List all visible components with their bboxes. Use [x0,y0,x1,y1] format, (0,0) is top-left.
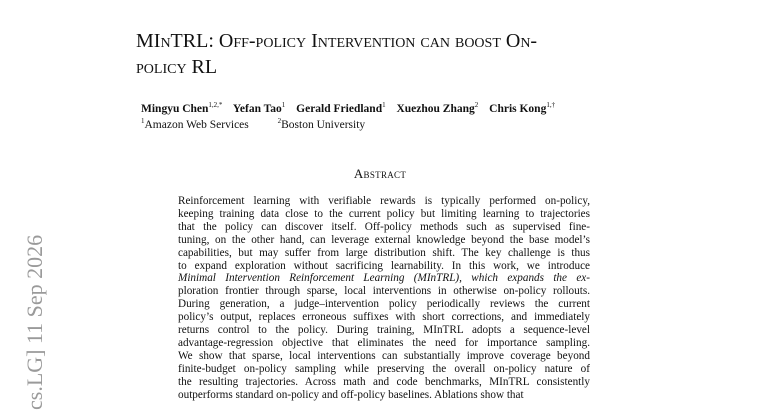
abstract-line: that the policy can discover itself. Off-policy methods such as supervised fine- [178,220,590,233]
abstract-line: outperforms standard on-policy and off-policy baselines. Ablations show that [178,388,524,401]
abstract-line: Minimal Intervention Reinforcement Learning (MInTRL), which expands the ex- [178,272,590,285]
title-line-1: MInTRL: Off-policy Intervention can boost On- [136,30,538,52]
abstract-line: capabilities, but may suffer from large distribution shift. The key challenge is thus [178,246,590,259]
abstract-line: finite-budget on-policy sampling while preserving the overall on-policy nature of [178,362,590,375]
affiliation-mark: 2 [277,117,282,125]
abstract-line: keeping training data close to the current policy but limiting learning to trajectories [178,207,590,220]
author [233,103,285,115]
author-affil-mark: 1 [281,101,286,109]
author-list [141,101,563,115]
abstract-line: ploration frontier through sparse, local interventions in otherwise on-policy rollouts. [178,285,590,298]
arxiv-stamp: cs.LG] 11 Sep 2026 [22,234,47,410]
paper-title [136,28,656,80]
author-name: Mingyu Chen [141,102,209,115]
author [489,103,555,115]
author-name: Xuezhou Zhang [396,102,475,115]
author-affil-mark: 2 [474,101,479,109]
abstract-body [178,195,590,402]
abstract-line: tuning, on the other hand, can leverage external knowledge beyond the base model’s [178,233,590,246]
abstract-line: policy’s output, replaces erroneous suffixes with short corrections, and immediately [178,311,590,324]
author-affil-mark: 1,2,* [208,101,223,109]
author [296,103,385,115]
author [396,103,478,115]
abstract-line: returns control to the policy. During training, MInTRL adopts a sequence-level [178,324,590,337]
author-name: Chris Kong [489,102,547,115]
abstract-heading: Abstract [353,166,407,181]
affiliation-mark: 1 [141,117,145,125]
author [141,103,222,115]
author-name: Yefan Tao [232,102,282,115]
abstract-line: to expand exploration without sacrificing learnability. In this work, we introduce [178,259,590,272]
author-name: Gerald Friedland [296,102,383,115]
affiliation [278,119,366,131]
title-line-2: policy RL [136,56,218,78]
author-affil-mark: 1,† [546,101,556,109]
affiliation-name: Boston University [281,118,366,131]
abstract-line: advantage-regression objective that eliminates the need for importance sampling. [178,336,590,349]
affiliations [141,117,391,131]
abstract-line: Reinforcement learning with verifiable rewards is typically performed on-policy, [178,195,590,207]
abstract-line: the resulting trajectories. Across math and code benchmarks, MInTRL consistently [178,375,590,388]
affiliation [141,119,249,131]
abstract-line: We show that sparse, local interventions can substantially improve coverage beyond [178,349,590,362]
abstract-line: During generation, a judge–intervention policy periodically reviews the current [178,298,590,311]
author-affil-mark: 1 [382,101,386,109]
affiliation-name: Amazon Web Services [144,118,249,131]
